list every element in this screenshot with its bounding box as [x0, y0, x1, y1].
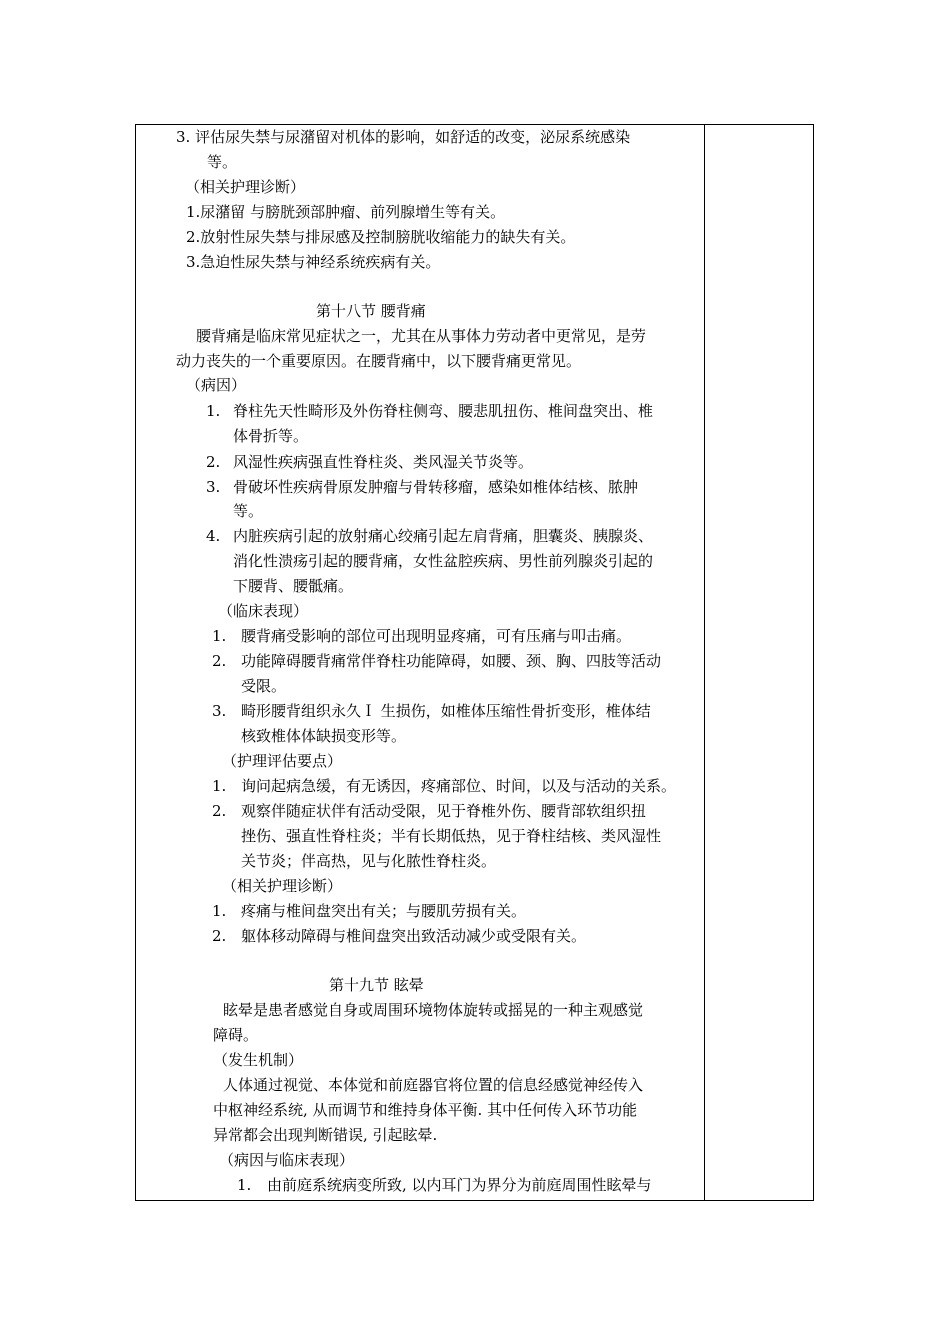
- sec19-intro-line1: 眩晕是患者感觉自身或周围环境物体旋转或摇晃的一种主观感觉: [223, 1001, 644, 1019]
- sec18-cause4-num: 4.: [206, 527, 221, 545]
- sec19-cause-heading: （病因与临床表现）: [219, 1151, 355, 1169]
- sec18-dx1-line1: 疼痛与椎间盘突出有关；与腰肌劳损有关。: [241, 902, 527, 920]
- side-cell: [705, 125, 813, 1200]
- sec18-cause2-line1: 风湿性疾病强直性脊柱炎、类风湿关节炎等。: [233, 453, 534, 471]
- prev-dx-3: 3.急迫性尿失禁与神经系统疾病有关。: [186, 253, 441, 271]
- sec18-eval2-num: 2.: [212, 802, 227, 820]
- sec18-cause3-num: 3.: [206, 478, 221, 496]
- sec18-intro-line2: 动力丧失的一个重要原因。在腰背痛中，以下腰背痛更常见。: [176, 352, 582, 370]
- sec18-eval1-line1: 询问起病急缓，有无诱因，疼痛部位、时间，以及与活动的关系。: [241, 777, 677, 795]
- sec18-cause4-line3: 下腰背、腰骶痛。: [233, 577, 354, 595]
- sec18-clin2-line2: 受限。: [241, 677, 287, 695]
- sec18-intro-line1: 腰背痛是临床常见症状之一，尤其在从事体力劳动者中更常见，是劳: [196, 327, 647, 345]
- sec18-dx-heading: （相关护理诊断）: [222, 877, 343, 895]
- sec18-cause1-line1: 脊柱先天性畸形及外伤脊柱侧弯、腰悲肌扭伤、椎间盘突出、椎: [233, 402, 654, 420]
- sec18-dx2-line1: 躯体移动障碍与椎间盘突出致活动减少或受限有关。: [241, 927, 587, 945]
- prev-dx-heading: （相关护理诊断）: [185, 178, 306, 196]
- sec18-eval1-num: 1.: [212, 777, 227, 795]
- sec18-cause1-line2: 体骨折等。: [233, 427, 309, 445]
- sec18-cause2-num: 2.: [206, 453, 221, 471]
- sec18-clin3-line2: 核致椎体体缺损变形等。: [241, 727, 407, 745]
- sec19-mech-line3: 异常都会出现判断错误, 引起眩晕.: [213, 1126, 438, 1144]
- sec19-cause1-line1: 由前庭系统病变所致, 以内耳门为界分为前庭周围性眩晕与: [267, 1176, 652, 1194]
- sec19-mech-heading: （发生机制）: [213, 1051, 304, 1069]
- sec18-eval2-line3: 关节炎；伴高热，见与化脓性脊柱炎。: [241, 852, 497, 870]
- sec18-clin1-num: 1.: [212, 627, 227, 645]
- sec18-eval2-line1: 观察伴随症状伴有活动受限，见于脊椎外伤、腰背部软组织扭: [241, 802, 647, 820]
- prev-item3-line1: 3. 评估尿失禁与尿潴留对机体的影响，如舒适的改变，泌尿系统感染: [176, 128, 631, 146]
- sec18-cause4-line2: 消化性溃疡引起的腰背痛，女性盆腔疾病、男性前列腺炎引起的: [233, 552, 654, 570]
- sec18-cause3-line1: 骨破坏性疾病骨原发肿瘤与骨转移瘤，感染如椎体结核、脓肿: [233, 478, 639, 496]
- sec18-cause3-line2: 等。: [233, 502, 264, 520]
- sec18-eval-heading: （护理评估要点）: [222, 752, 343, 770]
- sec18-cause1-num: 1.: [206, 402, 221, 420]
- prev-item3-line2: 等。: [207, 153, 238, 171]
- prev-dx-1: 1.尿潴留 与膀胱颈部肿瘤、前列腺增生等有关。: [186, 203, 506, 221]
- sec18-clin1-line1: 腰背痛受影响的部位可出现明显疼痛，可有压痛与叩击痛。: [241, 627, 632, 645]
- sec18-clin3-num: 3.: [212, 702, 227, 720]
- prev-dx-2: 2.放射性尿失禁与排尿感及控制膀胱收缩能力的缺失有关。: [186, 228, 576, 246]
- sec18-cause-heading: （病因）: [186, 376, 247, 394]
- section-18-title: 第十八节 腰背痛: [316, 302, 426, 320]
- sec18-clin2-num: 2.: [212, 652, 227, 670]
- sec19-mech-line1: 人体通过视觉、本体觉和前庭器官将位置的信息经感觉神经传入: [223, 1076, 644, 1094]
- sec19-cause1-num: 1.: [237, 1176, 252, 1194]
- sec19-intro-line2: 障碍。: [213, 1026, 259, 1044]
- sec18-clin2-line1: 功能障碍腰背痛常伴脊柱功能障碍，如腰、颈、胸、四肢等活动: [241, 652, 662, 670]
- sec18-clin3-line1: 畸形腰背组织永久Ｉ 生损伤，如椎体压缩性骨折变形，椎体结: [241, 702, 651, 720]
- section-19-title: 第十九节 眩晕: [329, 976, 424, 994]
- sec18-clin-heading: （临床表现）: [218, 602, 309, 620]
- sec18-eval2-line2: 挫伤、强直性脊柱炎；半有长期低热，见于脊柱结核、类风湿性: [241, 827, 662, 845]
- sec18-cause4-line1: 内脏疾病引起的放射痛心绞痛引起左肩背痛，胆囊炎、胰腺炎、: [233, 527, 654, 545]
- sec18-dx2-num: 2.: [212, 927, 227, 945]
- sec19-mech-line2: 中枢神经系统, 从而调节和维持身体平衡. 其中任何传入环节功能: [213, 1101, 638, 1119]
- sec18-dx1-num: 1.: [212, 902, 227, 920]
